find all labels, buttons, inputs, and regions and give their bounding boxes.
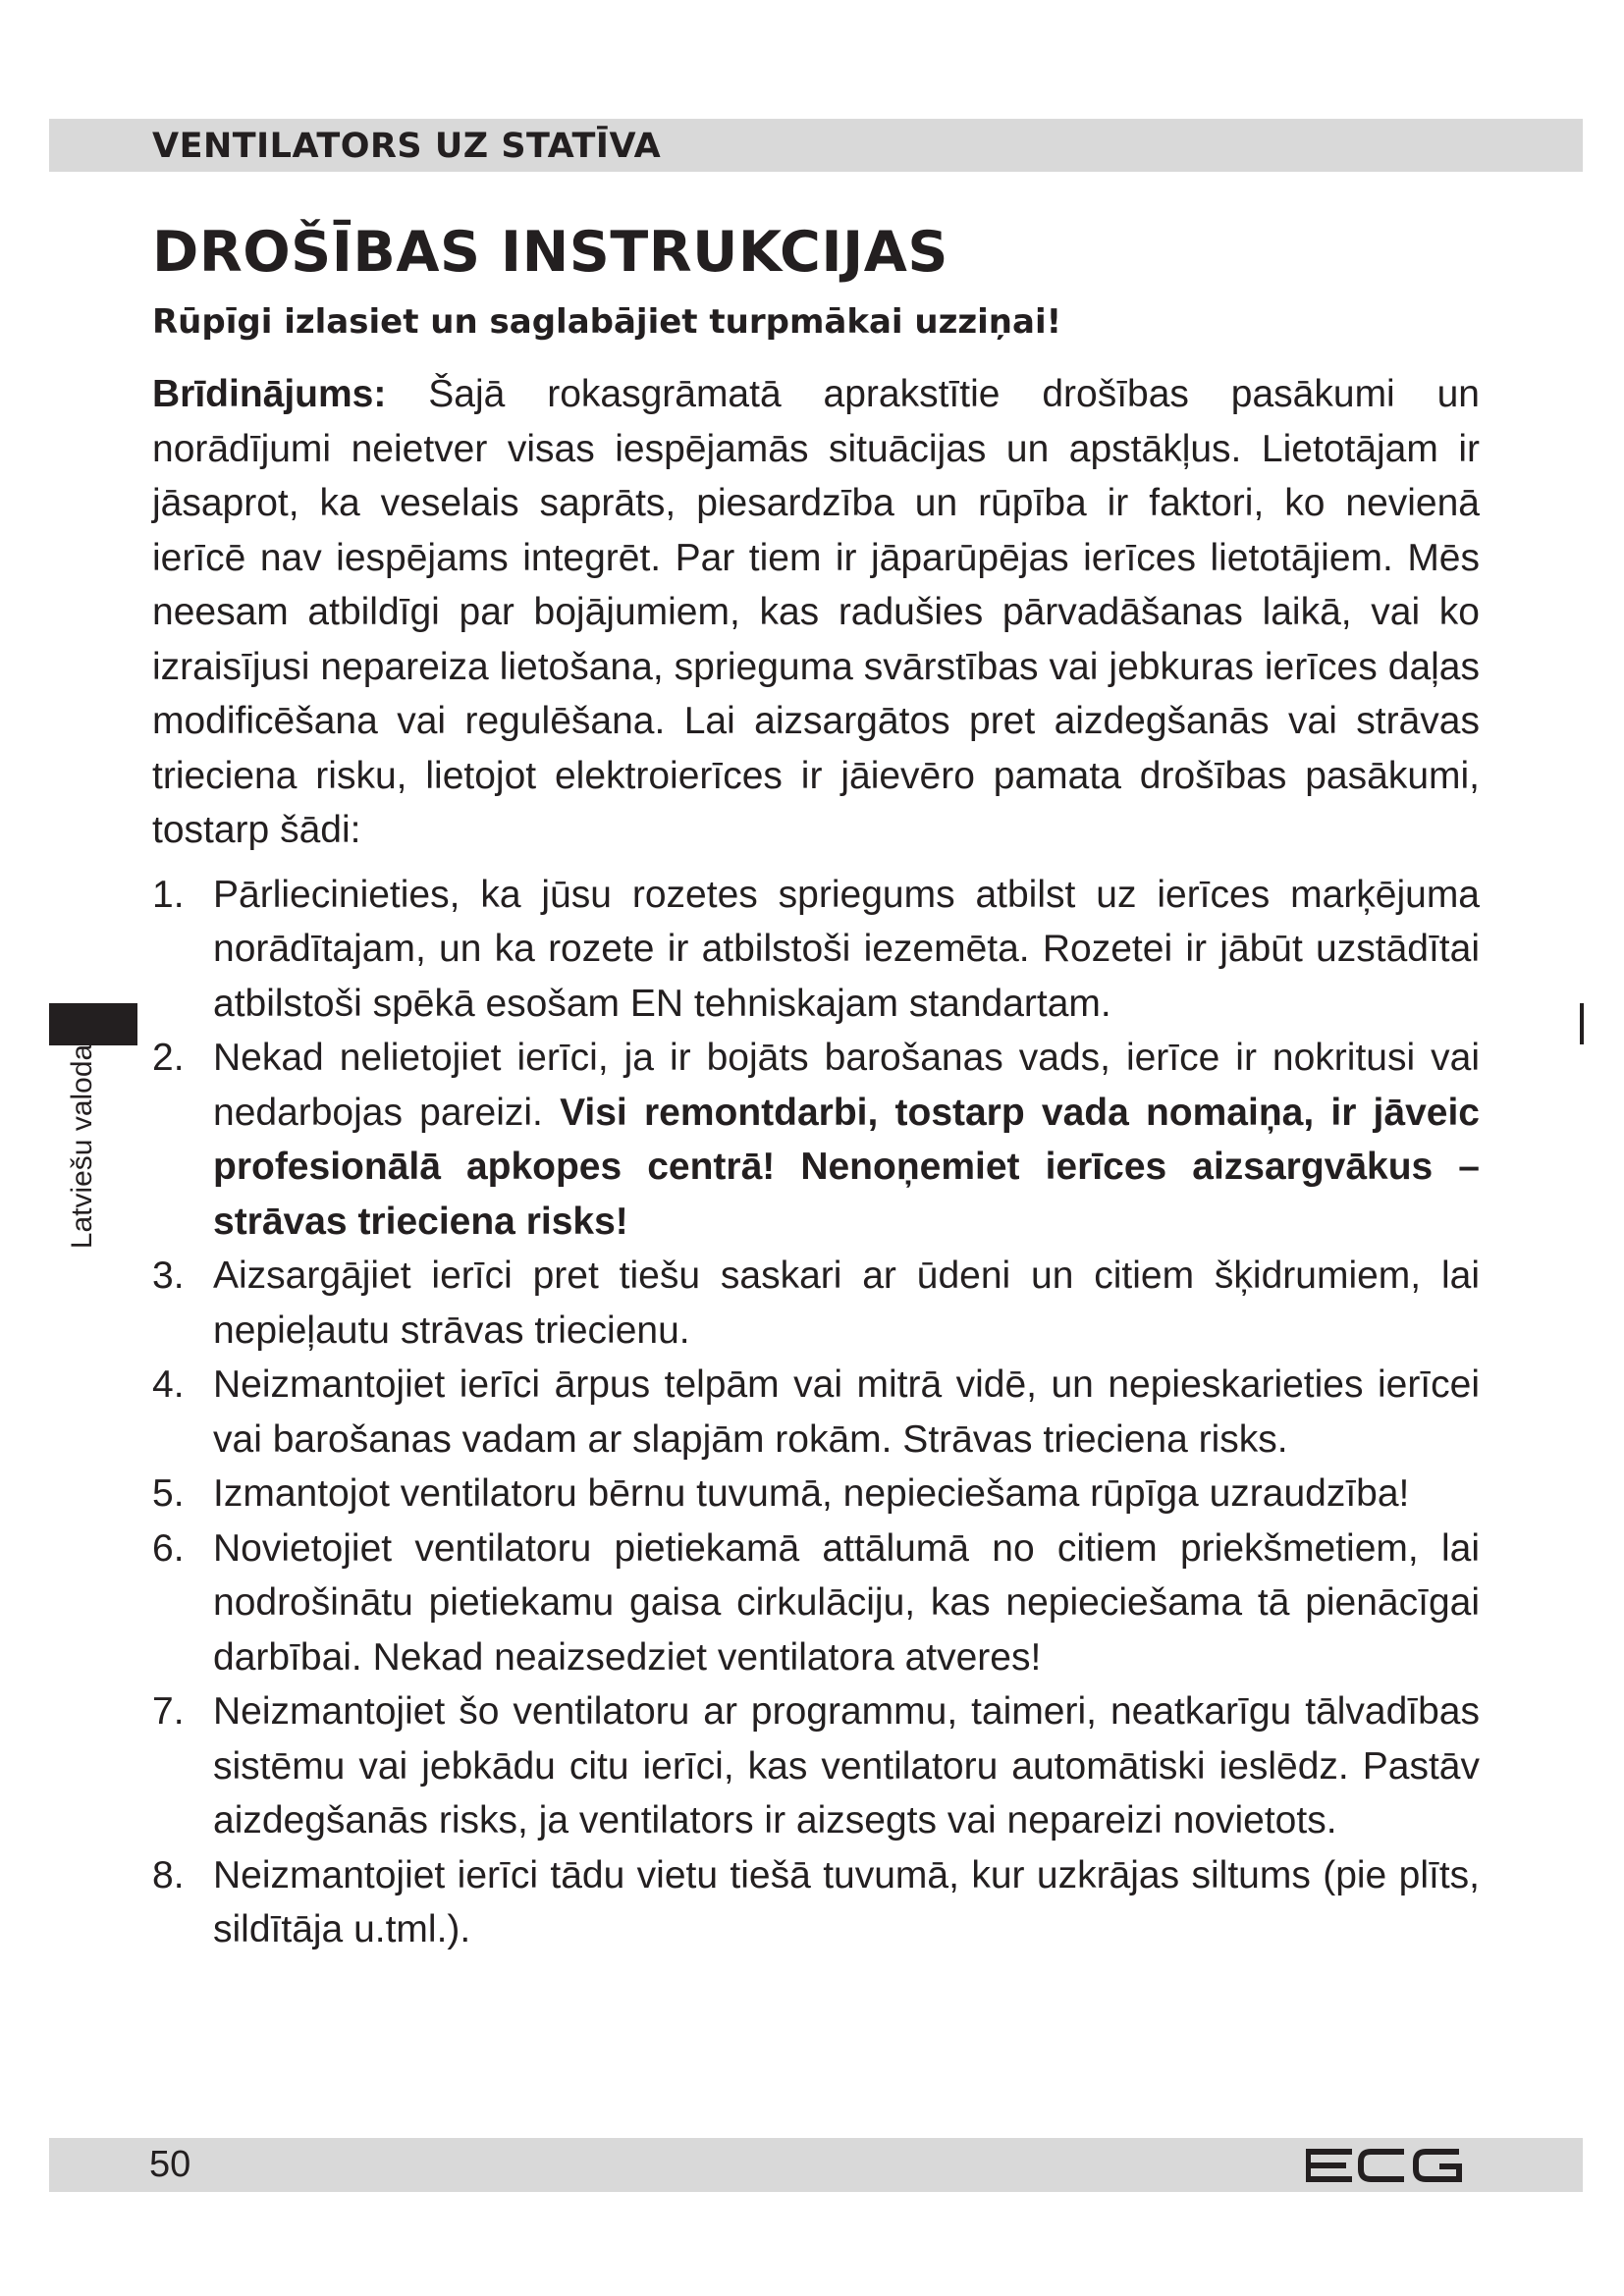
list-item-number: 5. bbox=[152, 1472, 185, 1515]
page-number: 50 bbox=[149, 2144, 191, 2185]
content bbox=[152, 367, 1480, 1957]
list-item-text: Nekad nelietojiet ierīci, ja ir bojāts barošanas vads, ierīce ir nokritusi vai nedarbojas pareizi. bbox=[213, 1037, 1480, 1134]
warning-label: Brīdinājums: bbox=[152, 373, 387, 415]
list-item-number: 7. bbox=[152, 1690, 185, 1733]
margin-mark bbox=[1580, 1003, 1584, 1044]
list-item-text: Aizsargājiet ierīci pret tiešu saskari ar ūdeni un citiem šķidrumiem, lai nepieļautu strāvas triecienu. bbox=[213, 1255, 1480, 1352]
list-item-text: Izmantojot ventilatoru bērnu tuvumā, nepieciešama rūpīga uzraudzība! bbox=[213, 1472, 1410, 1515]
list-item-number: 8. bbox=[152, 1853, 185, 1896]
list-item-number: 2. bbox=[152, 1037, 185, 1079]
list-item-number: 4. bbox=[152, 1363, 185, 1406]
list-item-text: Novietojiet ventilatoru pietiekamā attālumā no citiem priekšmetiem, lai nodrošinātu pietiekamu gaisa cirkulāciju, kas nepieciešama tā pienācīgai darbībai. Nekad neaizsedziet ventilatora atveres! bbox=[213, 1526, 1480, 1679]
language-tab-marker bbox=[49, 1003, 137, 1045]
list-item-text: Neizmantojiet ierīci tādu vietu tiešā tuvumā, kur uzkrājas siltums (pie plīts, sildītāja u.tml.). bbox=[213, 1853, 1480, 1950]
list-item bbox=[152, 1684, 1480, 1848]
list-item-text: Neizmantojiet šo ventilatoru ar programmu, taimeri, neatkarīgu tālvadības sistēmu vai jebkādu citu ierīci, kas ventilatoru automātiski ieslēdz. Pastāv aizdegšanās risks, ja ventilators ir aizsegts vai nepareizi novietots. bbox=[213, 1690, 1480, 1842]
list-item bbox=[152, 868, 1480, 1032]
intro-paragraph bbox=[152, 367, 1480, 858]
safety-rules-list bbox=[152, 868, 1480, 1957]
list-item-number: 6. bbox=[152, 1526, 185, 1570]
language-side-label: Latviešu valoda bbox=[66, 1043, 98, 1250]
page-title: DROŠĪBAS INSTRUKCIJAS bbox=[152, 220, 948, 285]
list-item bbox=[152, 1358, 1480, 1467]
ecg-logo bbox=[1306, 2146, 1463, 2185]
header-title: VENTILATORS UZ STATĪVA bbox=[152, 127, 662, 166]
list-item-bold-warning: Visi remontdarbi, tostarp vada nomaiņa, ir jāveic profesionālā apkopes centrā! Nenoņemiet ierīces aizsargvākus – strāvas trieciena risks! bbox=[213, 1091, 1480, 1243]
list-item-text: Neizmantojiet ierīci ārpus telpām vai mitrā vidē, un nepieskarieties ierīcei vai barošanas vadam ar slapjām rokām. Strāvas trieciena risks. bbox=[213, 1363, 1480, 1461]
subtitle: Rūpīgi izlasiet un saglabājiet turpmākai uzziņai! bbox=[152, 302, 1062, 342]
list-item bbox=[152, 1031, 1480, 1249]
list-item bbox=[152, 1467, 1480, 1522]
list-item-number: 3. bbox=[152, 1255, 185, 1297]
list-item-text: Pārliecinieties, ka jūsu rozetes spriegums atbilst uz ierīces marķējuma norādītajam, un ka rozete ir atbilstoši iezemēta. Rozetei ir jābūt uzstādītai atbilstoši spēkā esošam EN tehniskajam standartam. bbox=[213, 873, 1480, 1025]
list-item bbox=[152, 1522, 1480, 1685]
list-item-number: 1. bbox=[152, 873, 185, 916]
list-item bbox=[152, 1848, 1480, 1957]
intro-text: Šajā rokasgrāmatā aprakstītie drošības pasākumi un norādījumi neietver visas iespējamās situācijas un apstākļus. Lietotājam ir jāsaprot, ka veselais saprāts, piesardzība un rūpība ir faktori, ko nevienā ierīcē nav iespējams integrēt. Par tiem ir jāparūpējas ierīces lietotājiem. Mēs neesam atbildīgi par bojājumiem, kas radušies pārvadāšanas laikā, vai ko izraisījusi nepareiza lietošana, sprieguma svārstības vai jebkuras ierīces daļas modificēšana vai regulēšana. Lai aizsargātos pret aizdegšanās vai strāvas trieciena risku, lietojot elektroierīces ir jāievēro pamata drošības pasākumi, tostarp šādi: bbox=[152, 373, 1480, 851]
list-item bbox=[152, 1249, 1480, 1358]
